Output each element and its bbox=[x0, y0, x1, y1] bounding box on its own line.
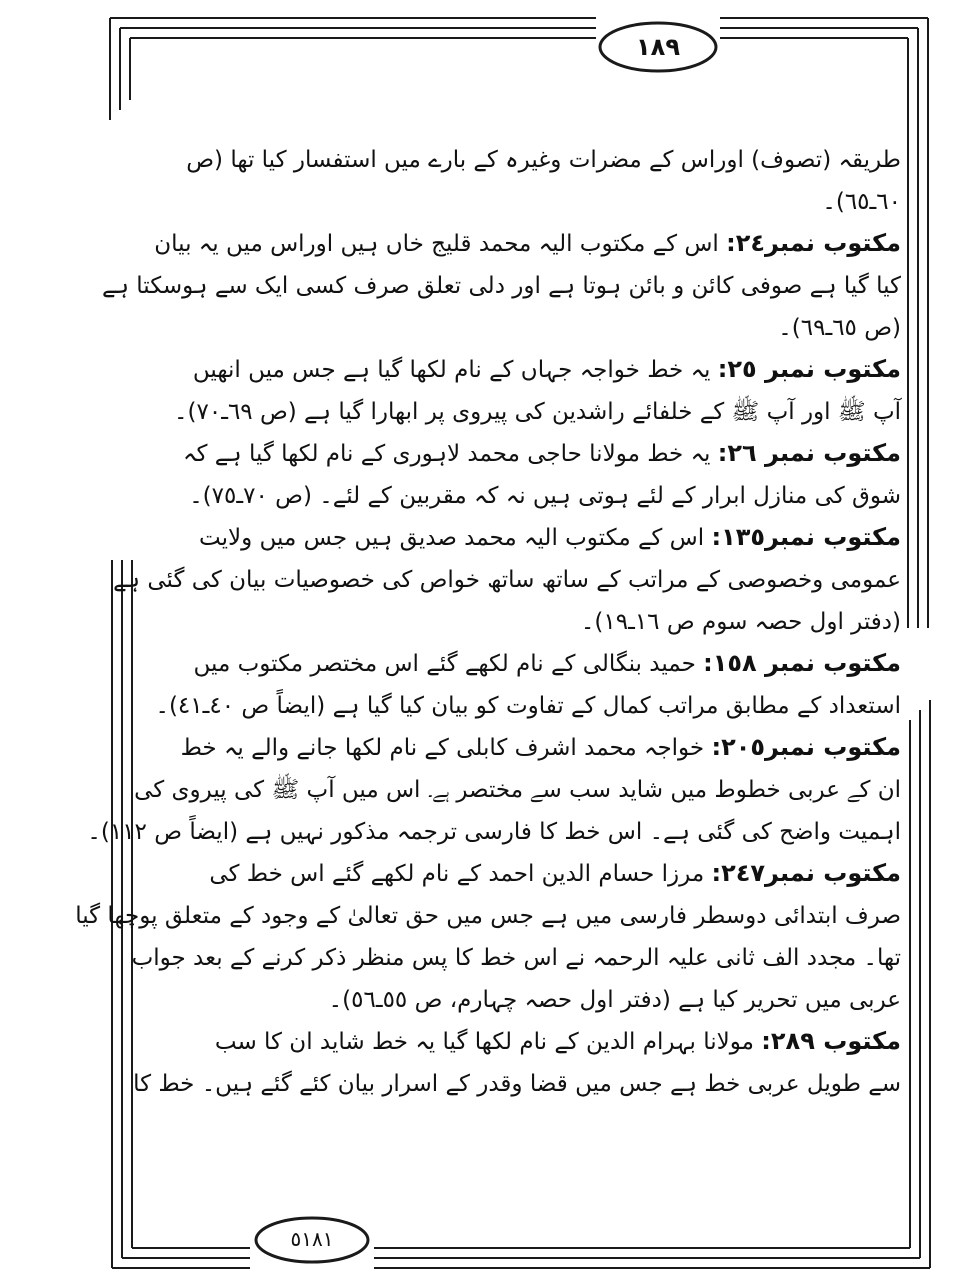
text-line bbox=[101, 264, 901, 306]
line-text: آپ ﷺ اور آپ ﷺ کے خلفائے راشدین کی پیروی پر ابھارا گیا ہے (ص ٦٩ـ٧٠)۔ bbox=[174, 399, 901, 425]
entry-heading: مکتوب نمبر٢٤: bbox=[726, 229, 901, 257]
text-line bbox=[75, 894, 901, 936]
line-text: عربی میں تحریر کیا ہے (دفتر اول حصہ چہارم، ص ٥٥ـ٥٦)۔ bbox=[328, 987, 901, 1013]
text-line bbox=[183, 852, 901, 894]
line-text: مرزا حسام الدین احمد کے نام لکھے گئے اس خط کی bbox=[209, 861, 712, 887]
line-text: حمید بنگالی کے نام لکھے گئے اس مختصر مکتوب میں bbox=[193, 651, 704, 677]
text-line bbox=[155, 684, 901, 726]
line-text: شوق کی منازل ابرار کے لئے ہوتی ہیں نہ کہ مقربین کے لئے۔ (ص ٧٠ـ٧٥)۔ bbox=[189, 483, 901, 509]
text-line bbox=[131, 936, 901, 978]
text-line bbox=[183, 600, 901, 642]
line-text: تھا۔ مجدد الف ثانی علیہ الرحمہ نے اس خط کا پس منظر ذکر کرنے کے بعد جواب bbox=[131, 945, 901, 971]
line-text: (دفتر اول حصہ سوم ص ١٦ـ١٩)۔ bbox=[580, 609, 901, 635]
entry-heading: مکتوب ٢٨٩: bbox=[761, 1027, 901, 1055]
entry-heading: مکتوب نمبر٢٤٧: bbox=[711, 859, 901, 887]
text-line bbox=[183, 180, 901, 222]
line-text: ان کے عربی خطوط میں شاید سب سے مختصر ہے۔ اس میں آپ ﷺ کی پیروی کی bbox=[134, 777, 901, 803]
line-text: (ص ٦٥ـ٦٩)۔ bbox=[778, 315, 901, 341]
text-line bbox=[113, 558, 901, 600]
page-number-bottom: ٥١٨١ bbox=[290, 1227, 334, 1251]
line-text: مولانا بہرام الدین کے نام لکھا گیا یہ خط شاید ان کا سب bbox=[214, 1029, 762, 1055]
entry-heading: مکتوب نمبر ٢٦: bbox=[717, 439, 901, 467]
text-line bbox=[183, 1020, 901, 1062]
entry-heading: مکتوب نمبر ٢٥: bbox=[717, 355, 901, 383]
line-text: اس کے مکتوب الیہ محمد صدیق ہیں جس میں ولایت bbox=[198, 525, 712, 551]
text-line bbox=[180, 726, 901, 768]
text-line bbox=[183, 348, 901, 390]
text-line bbox=[174, 390, 901, 432]
line-text: کیا گیا ہے صوفی کائن و بائن ہوتا ہے اور دلی تعلق صرف کسی ایک سے ہوسکتا ہے bbox=[101, 273, 901, 299]
text-line bbox=[183, 978, 901, 1020]
line-text: اہمیت واضح کی گئی ہے۔ اس خط کا فارسی ترجمہ مذکور نہیں ہے (ایضاً ص ١١٢)۔ bbox=[87, 819, 901, 845]
body-text bbox=[75, 138, 901, 1104]
line-text: ٦٠ـ٦٥)۔ bbox=[822, 189, 901, 215]
line-text: اس کے مکتوب الیہ محمد قلیج خاں ہیں اوراس میں یہ بیان bbox=[154, 231, 727, 257]
entry-heading: مکتوب نمبر ١٥٨: bbox=[703, 649, 901, 677]
page-number-top: ١٨٩ bbox=[636, 33, 680, 61]
text-line bbox=[154, 222, 901, 264]
line-text: یہ خط خواجہ جہاں کے نام لکھا گیا ہے جس میں انھیں bbox=[192, 357, 718, 383]
entry-heading: مکتوب نمبر٢٠٥: bbox=[711, 733, 901, 761]
text-line bbox=[183, 432, 901, 474]
text-line bbox=[87, 810, 901, 852]
line-text: طریقہ (تصوف) اوراس کے مضرات وغیرہ کے بارے میں استفسار کیا تھا (ص bbox=[186, 147, 901, 173]
line-text: خواجہ محمد اشرف کابلی کے نام لکھا جانے والے یہ خط bbox=[180, 735, 712, 761]
line-text: سے طویل عربی خط ہے جس میں قضا وقدر کے اسرار بیان کئے گئے ہیں۔ خط کا bbox=[133, 1071, 901, 1097]
text-line bbox=[134, 768, 901, 810]
line-text: صرف ابتدائی دوسطر فارسی میں ہے جس میں حق تعالیٰ کے وجود کے متعلق پوچھا گیا bbox=[75, 903, 901, 929]
entry-heading: مکتوب نمبر١٣٥: bbox=[711, 523, 901, 551]
text-line bbox=[133, 1062, 901, 1104]
line-text: یہ خط مولانا حاجی محمد لاہوری کے نام لکھا گیا ہے کہ bbox=[182, 441, 718, 467]
line-text: عمومی وخصوصی کے مراتب کے ساتھ ساتھ خواص کی خصوصیات بیان کی گئی ہے bbox=[113, 567, 901, 593]
text-line bbox=[183, 306, 901, 348]
text-line bbox=[183, 642, 901, 684]
text-line bbox=[183, 516, 901, 558]
line-text: استعداد کے مطابق مراتب کمال کے تفاوت کو بیان کیا گیا ہے (ایضاً ص ٤٠ـ٤١)۔ bbox=[155, 693, 901, 719]
text-line bbox=[183, 138, 901, 180]
text-line bbox=[183, 474, 901, 516]
